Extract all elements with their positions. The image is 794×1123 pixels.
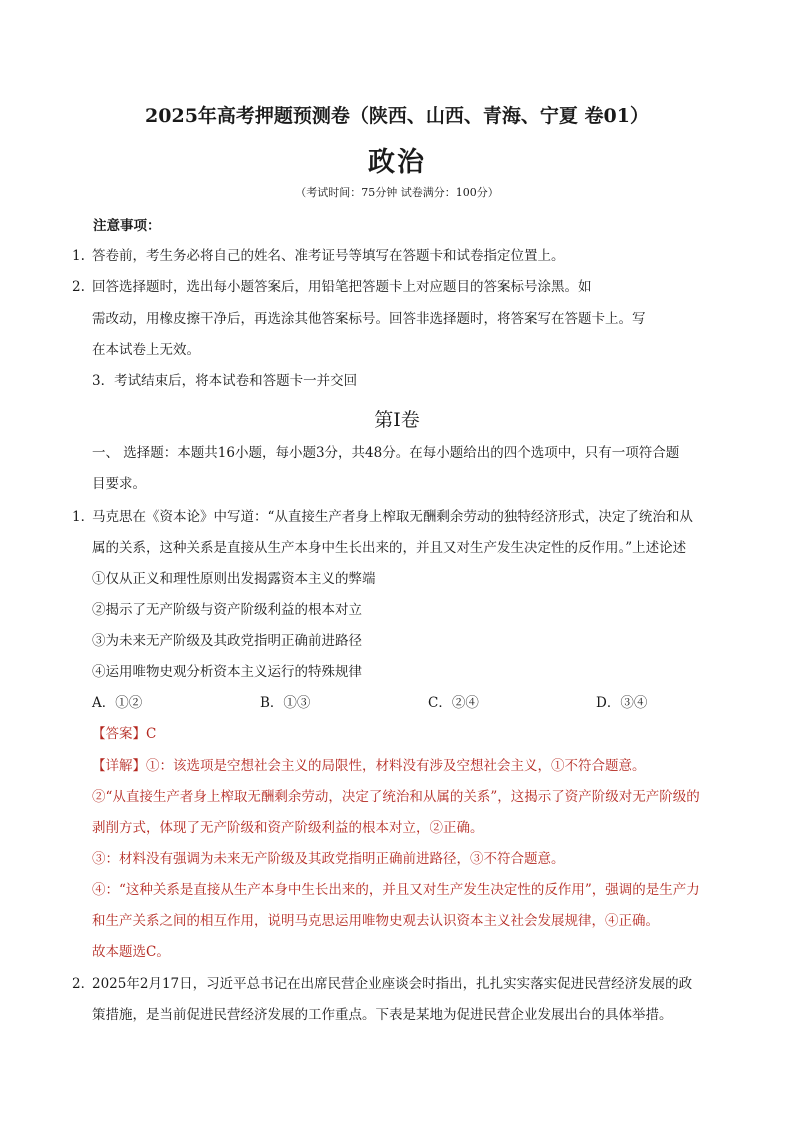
notice-item3: 3．考试结束后，将本试卷和答题卡一并交回 <box>92 373 358 389</box>
subject-title: 政治 <box>368 147 426 178</box>
q1-stem-line2: 属的关系，这种关系是直接从生产本身中生长出来的，并且又对生产发生决定性的反作用。”上述论述 <box>92 540 687 556</box>
q1-option-3: ③为未来无产阶级及其政党指明正确前进路径 <box>92 633 362 649</box>
exam-title: 2025年高考押题预测卷（陕西、山西、青海、宁夏 卷01） <box>145 105 649 127</box>
exam-info: （考试时间：75分钟 试卷满分：100分） <box>295 186 499 199</box>
notice-item1: 答卷前，考生务必将自己的姓名、准考证号等填写在答题卡和试卷指定位置上。 <box>92 248 565 264</box>
q1-detail-4b: 和生产关系之间的相互作用，说明马克思运用唯物史观去认识资本主义社会发展规律，④正确。 <box>92 913 659 929</box>
q1-stem-line1: 马克思在《资本论》中写道：“从直接生产者身上榨取无酬剩余劳动的独特经济形式，决定了统治和从 <box>92 509 693 525</box>
q1-choice-a: A．①② <box>92 695 143 711</box>
q2-stem-line2: 策措施，是当前促进民营经济发展的工作重点。下表是某地为促进民营企业发展出台的具体举措。 <box>92 1007 673 1023</box>
q1-detail-2b: 剥削方式，体现了无产阶级和资产阶级利益的根本对立，②正确。 <box>92 820 484 836</box>
q1-choice-c: C．②④ <box>428 695 479 711</box>
q1-conclusion: 故本题选C。 <box>92 944 170 960</box>
notice-item2-number: 2. <box>72 279 85 295</box>
notice-item2-line1: 回答选择题时，选出每小题答案后，用铅笔把答题卡上对应题目的答案标号涂黑。如 <box>92 279 592 295</box>
section-title: 第Ⅰ卷 <box>374 409 420 431</box>
q1-choice-d: D．③④ <box>596 695 648 711</box>
q2-number: 2． <box>72 976 95 992</box>
q2-stem-line1: 2025年2月17日，习近平总书记在出席民营企业座谈会时指出，扎扎实实落实促进民营经济发展的政 <box>92 976 693 992</box>
notice-heading: 注意事项： <box>93 218 161 234</box>
notice-item1-number: 1. <box>72 248 85 264</box>
notice-item2-line2: 需改动，用橡皮擦干净后，再选涂其他答案标号。回答非选择题时，将答案写在答题卡上。写 <box>92 311 646 327</box>
notice-item2-line3: 在本试卷上无效。 <box>92 342 200 358</box>
q1-detail-3: ③：材料没有强调为未来无产阶级及其政党指明正确前进路径，③不符合题意。 <box>92 851 565 867</box>
q1-answer: 【答案】C <box>92 726 157 742</box>
q1-detail-4a: ④：“这种关系是直接从生产本身中生长出来的，并且又对生产发生决定性的反作用”，强调的是生产力 <box>92 882 700 898</box>
q1-option-4: ④运用唯物史观分析资本主义运行的特殊规律 <box>92 664 362 680</box>
section-intro-line2: 目要求。 <box>92 476 146 492</box>
q1-option-1: ①仅从正义和理性原则出发揭露资本主义的弊端 <box>92 571 376 587</box>
q1-choice-b: B．①③ <box>260 695 311 711</box>
q1-number: 1． <box>72 509 95 525</box>
q1-detail-2a: ②“从直接生产者身上榨取无酬剩余劳动，决定了统治和从属的关系”，这揭示了资产阶级对无产阶级的 <box>92 789 700 805</box>
section-intro-line1: 一、 选择题：本题共16小题，每小题3分，共48分。在每小题给出的四个选项中，只有一项符合题 <box>92 445 680 461</box>
q1-detail-1: 【详解】①：该选项是空想社会主义的局限性，材料没有涉及空想社会主义，①不符合题意。 <box>92 758 646 774</box>
q1-option-2: ②揭示了无产阶级与资产阶级利益的根本对立 <box>92 602 362 618</box>
